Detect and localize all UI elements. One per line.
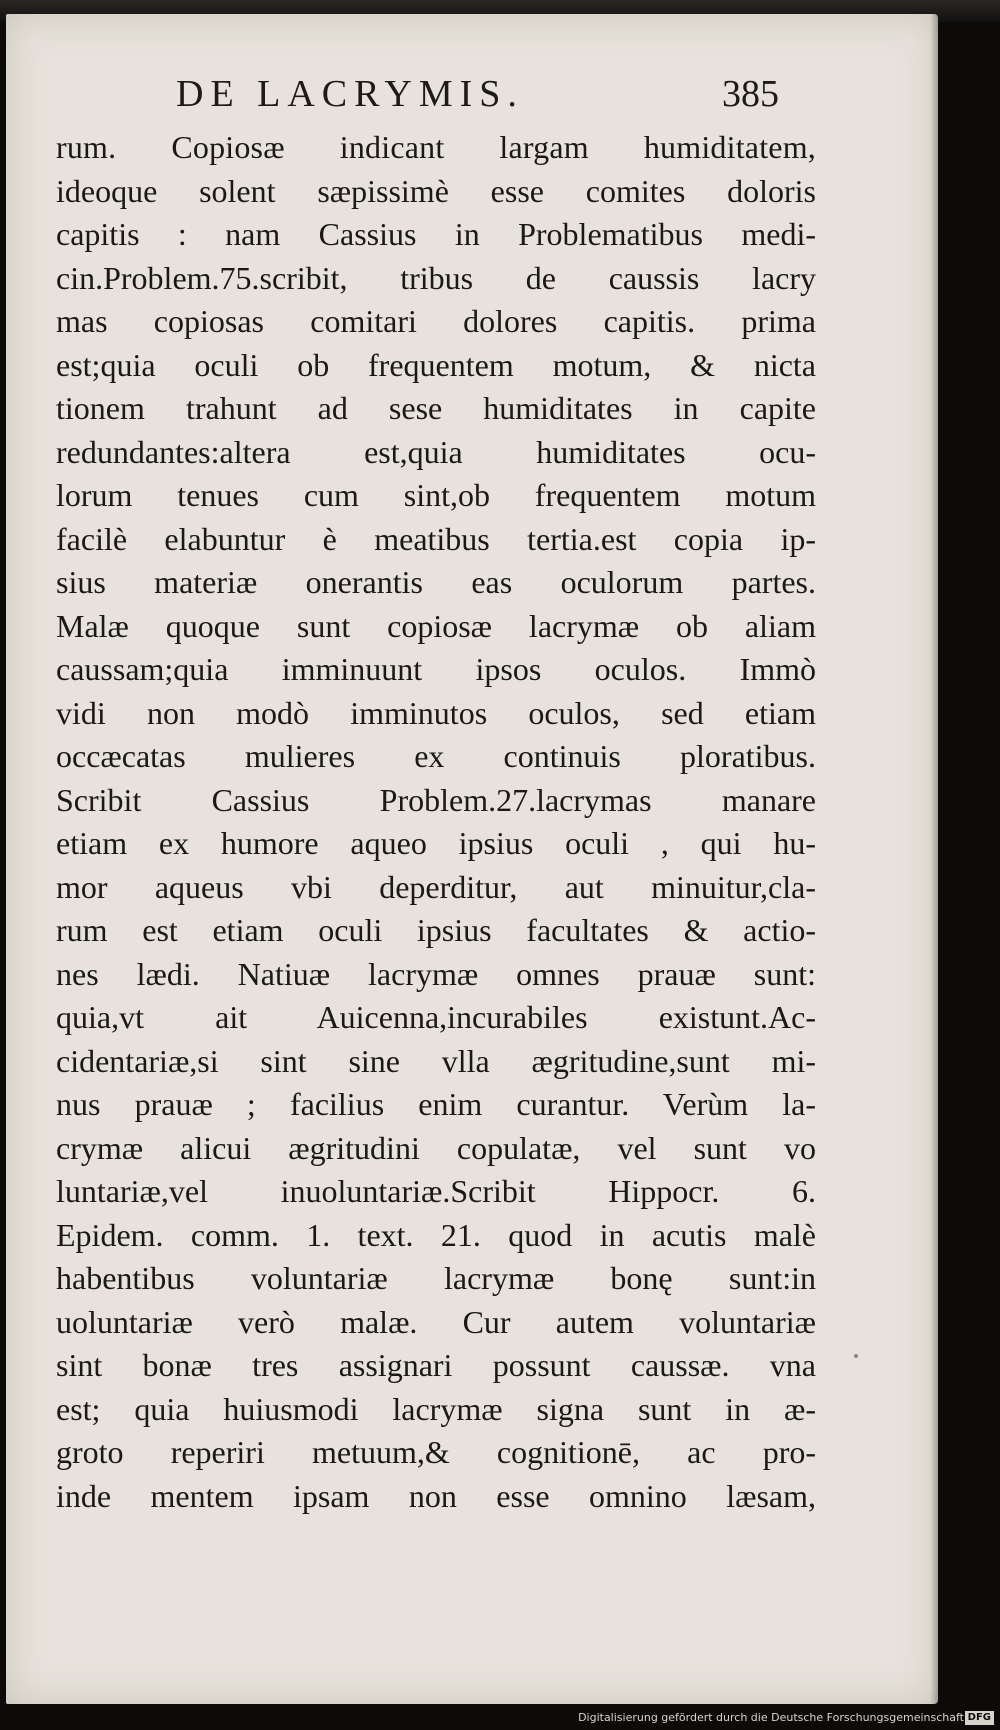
text-line: est; quia huiusmodi lacrymæ signa sunt in æ- xyxy=(56,1390,816,1427)
text-line: occæcatas mulieres ex continuis ploratibus. xyxy=(56,738,816,774)
text-line: Epidem. comm. 1. text. 21. quod in acutis malè xyxy=(56,1216,816,1253)
text-line: mor aqueus vbi deperditur, aut minuitur,cla- xyxy=(56,868,816,905)
dfg-logo: DFG xyxy=(965,1711,994,1725)
text-line: cidentariæ,si sint sine vlla ægritudine,sunt mi- xyxy=(56,1042,816,1079)
text-line: capitis : nam Cassius in Problematibus medi- xyxy=(56,216,816,252)
text-line: sius materiæ onerantis eas oculorum partes. xyxy=(56,564,816,600)
body-text xyxy=(56,126,816,1518)
text-line: nes lædi. Natiuæ lacrymæ omnes prauæ sunt: xyxy=(56,955,816,992)
text-line: inde mentem ipsam non esse omnino læsam, xyxy=(56,1477,816,1514)
text-line: luntariæ,vel inuoluntariæ.Scribit Hippocr. 6. xyxy=(56,1173,816,1209)
text-line: crymæ alicui ægritudini copulatæ, vel sunt vo xyxy=(56,1129,816,1166)
text-line: sint bonæ tres assignari possunt caussæ. vna xyxy=(56,1347,816,1383)
text-line: facilè elabuntur è meatibus tertia.est copia ip- xyxy=(56,520,816,557)
text-line: mas copiosas comitari dolores capitis. prima xyxy=(56,303,816,339)
text-line: etiam ex humore aqueo ipsius oculi , qui hu- xyxy=(56,825,816,861)
text-line: cin.Problem.75.scribit, tribus de caussis lacry xyxy=(56,259,816,296)
text-line: Malæ quoque sunt copiosæ lacrymæ ob aliam xyxy=(56,607,816,644)
text-line: nus prauæ ; facilius enim curantur. Verùm la- xyxy=(56,1086,816,1122)
text-line: caussam;quia imminuunt ipsos oculos. Immò xyxy=(56,651,816,687)
text-line: vidi non modò imminutos oculos, sed etiam xyxy=(56,694,816,731)
text-line: tionem trahunt ad sese humiditates in capite xyxy=(56,390,816,426)
text-line: quia,vt ait Auicenna,incurabiles existunt.Ac- xyxy=(56,999,816,1035)
text-line: Scribit Cassius Problem.27.lacrymas manare xyxy=(56,781,816,818)
text-line: ideoque solent sæpissimè esse comites doloris xyxy=(56,172,816,209)
page-number: 385 xyxy=(722,73,779,115)
text-line: rum. Copiosæ indicant largam humiditatem, xyxy=(56,129,816,165)
running-head: DE LACRYMIS. xyxy=(176,73,524,115)
text-line: uoluntariæ verò malæ. Cur autem voluntariæ xyxy=(56,1303,816,1340)
text-line: est;quia oculi ob frequentem motum, & nicta xyxy=(56,346,816,383)
text-line: groto reperiri metuum,& cognitionē, ac pro- xyxy=(56,1434,816,1470)
ink-speck xyxy=(854,1354,858,1358)
funding-credit: Digitalisierung gefördert durch die Deutsche Forschungsgemeinschaft xyxy=(578,1711,964,1724)
text-line: lorum tenues cum sint,ob frequentem motum xyxy=(56,477,816,513)
book-page xyxy=(6,14,938,1704)
text-line: rum est etiam oculi ipsius facultates & actio- xyxy=(56,912,816,948)
text-line: habentibus voluntariæ lacrymæ bonę sunt:in xyxy=(56,1260,816,1296)
footer-bar xyxy=(0,1707,1000,1730)
text-line: redundantes:altera est,quia humiditates ocu- xyxy=(56,433,816,470)
